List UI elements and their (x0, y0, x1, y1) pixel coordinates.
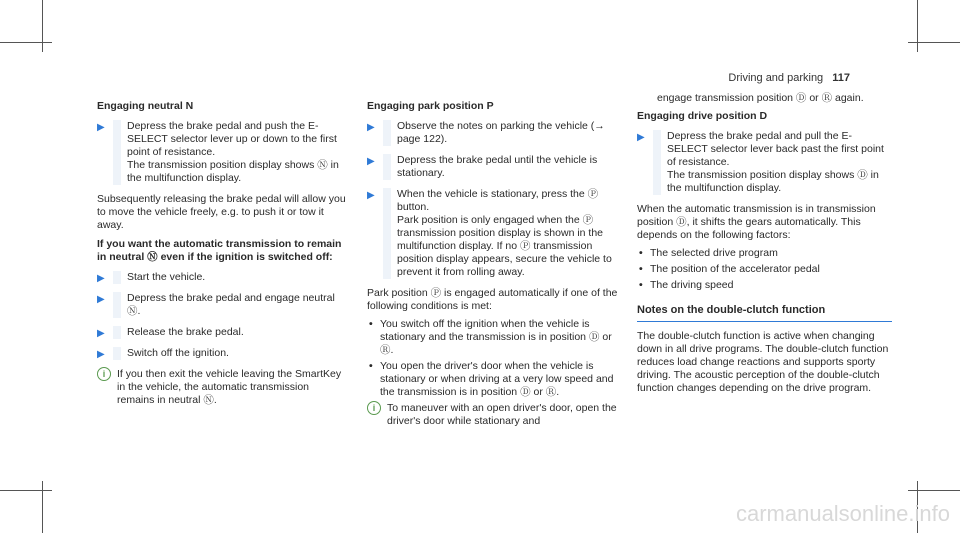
section-title: Notes on the double-clutch function (637, 304, 892, 322)
step-text: Release the brake pedal. (127, 326, 244, 338)
list-item-text: The selected drive program (650, 247, 778, 259)
crop-mark (42, 481, 43, 533)
crop-mark (908, 42, 960, 43)
step-arrow-icon: ▶ (367, 190, 375, 201)
info-icon: i (367, 401, 381, 415)
heading-park: Engaging park position P (367, 100, 494, 112)
header-section: Driving and parking (728, 72, 824, 84)
list-item-text: The driving speed (650, 279, 734, 291)
step (97, 347, 349, 360)
bullet-icon: • (369, 360, 373, 372)
paragraph: When the automatic transmission is in transmission position Ⓓ, it shifts the gears automatically. This depends on the following factors: (637, 203, 876, 241)
step-arrow-icon: ▶ (97, 294, 105, 305)
note-text: If you then exit the vehicle leaving the SmartKey in the vehicle, the automatic transmission remains in neutral Ⓝ. (117, 368, 342, 406)
info-icon: i (97, 367, 111, 381)
crop-mark (0, 490, 52, 491)
paragraph: Subsequently releasing the brake pedal will allow you to move the vehicle freely, e.g. to push it or tow it away. (97, 193, 346, 231)
step (97, 326, 349, 339)
list-item-text: You open the driver's door when the vehicle is stationary or when driving at a very low speed and the transmission is in position Ⓓ or Ⓡ. (380, 360, 614, 398)
step (367, 154, 619, 180)
bullet-icon: • (369, 318, 373, 330)
step (367, 188, 619, 279)
list-item (367, 360, 619, 399)
heading-neutral-ignition: If you want the automatic transmission to remain in neutral Ⓝ even if the ignition is switched off: (97, 238, 342, 263)
step-text: Observe the notes on parking the vehicle (→ page 122). (397, 120, 605, 145)
bullet-icon: • (639, 263, 643, 275)
step (97, 120, 349, 185)
crop-mark (0, 42, 52, 43)
list-item-text: You switch off the ignition when the vehicle is stationary and the transmission is in position Ⓓ or Ⓡ. (380, 318, 612, 356)
column-2 (367, 100, 619, 432)
continued-note: engage transmission position Ⓓ or Ⓡ again. (657, 92, 864, 104)
step-arrow-icon: ▶ (637, 132, 645, 143)
step (637, 130, 892, 195)
column-3 (637, 92, 892, 400)
step-arrow-icon: ▶ (97, 328, 105, 339)
bullet-icon: • (639, 247, 643, 259)
step-text: Depress the brake pedal and engage neutral Ⓝ. (127, 292, 335, 317)
page-header (728, 72, 850, 84)
step-text: Depress the brake pedal and pull the E-SELECT selector lever back past the first point of resistance. The transmission position display shows Ⓓ in the multifunction display. (667, 130, 884, 194)
step (97, 271, 349, 284)
heading-neutral: Engaging neutral N (97, 100, 194, 112)
column-1 (97, 100, 349, 411)
step-arrow-icon: ▶ (97, 349, 105, 360)
list-item (367, 318, 619, 357)
step (97, 292, 349, 318)
heading-drive: Engaging drive position D (637, 110, 768, 122)
list-item (637, 247, 892, 260)
step-text: Switch off the ignition. (127, 347, 229, 359)
section-text: The double-clutch function is active when changing down in all drive programs. The double-clutch function reduces load change reactions and supports sporty driving. The acoustic perception of the double-clutch function changes depending on the drive program. (637, 330, 889, 394)
step-text: Start the vehicle. (127, 271, 206, 283)
note (97, 368, 349, 407)
bullet-icon: • (639, 279, 643, 291)
step-arrow-icon: ▶ (367, 156, 375, 167)
step-arrow-icon: ▶ (367, 122, 375, 133)
paragraph: Park position Ⓟ is engaged automatically if one of the following conditions is met: (367, 287, 618, 312)
note (367, 402, 619, 428)
note-text: To maneuver with an open driver's door, open the driver's door while stationary and (387, 402, 617, 427)
step-arrow-icon: ▶ (97, 122, 105, 133)
step-text: Depress the brake pedal and push the E-SELECT selector lever up or down to the first point of resistance. The transmission position display shows Ⓝ in the multifunction display. (127, 120, 339, 184)
crop-mark (917, 0, 918, 52)
page-number: 117 (832, 72, 850, 84)
list-item (637, 279, 892, 292)
crop-mark (908, 490, 960, 491)
step-arrow-icon: ▶ (97, 273, 105, 284)
step-text: Depress the brake pedal until the vehicle is stationary. (397, 154, 598, 179)
crop-mark (42, 0, 43, 52)
list-item-text: The position of the accelerator pedal (650, 263, 820, 275)
list-item (637, 263, 892, 276)
step (367, 120, 619, 146)
step-text: When the vehicle is stationary, press the Ⓟ button. Park position is only engaged when the Ⓟ transmission position display is shown in the multifunction display. If no Ⓟ transmission position display appears, secure the vehicle to prevent it from rolling away. (397, 188, 612, 278)
watermark: carmanualsonline.info (735, 501, 950, 526)
